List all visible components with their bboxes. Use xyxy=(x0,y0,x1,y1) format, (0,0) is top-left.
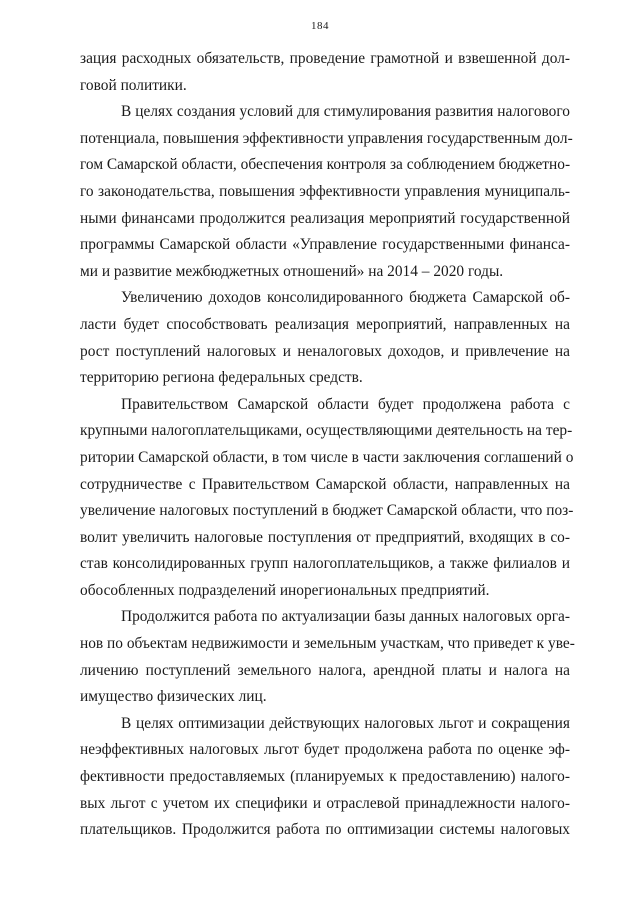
page-number: 184 xyxy=(311,20,329,32)
text-line: потенциала, повышения эффективности управления государственным дол- xyxy=(80,129,573,147)
text-line: ласти будет способствовать реализация мероприятий, направленных на xyxy=(80,315,570,333)
text-line: территорию региона федеральных средств. xyxy=(80,369,363,387)
text-line: В целях оптимизации действующих налоговых льгот и сокращения xyxy=(121,714,570,732)
paragraph xyxy=(80,604,575,710)
text-line: ритории Самарской области, в том числе в части заключения соглашений о xyxy=(80,448,574,466)
text-line: В целях создания условий для стимулирования развития налогового xyxy=(121,103,570,121)
text-line: неэффективных налоговых льгот будет продолжена работа по оценке эф- xyxy=(80,741,570,759)
text-line: зация расходных обязательств, проведение грамотной и взвешенной дол- xyxy=(80,50,570,67)
body-text xyxy=(80,46,575,844)
text-line: ми и развитие межбюджетных отношений» на 2014 – 2020 годы. xyxy=(80,262,504,280)
text-line: программы Самарской области «Управление государственными финанса- xyxy=(80,236,570,254)
text-line: обособленных подразделений инорегиональных предприятий. xyxy=(80,581,490,599)
text-line: имущество физических лиц. xyxy=(80,688,267,706)
text-line: фективности предоставляемых (планируемых к предоставлению) налого- xyxy=(80,768,570,786)
text-line: увеличение налоговых поступлений в бюджет Самарской области, что поз- xyxy=(80,502,574,520)
paragraph xyxy=(80,285,570,391)
text-line: го законодательства, повышения эффективности управления муниципаль- xyxy=(80,182,570,200)
text-line: волит увеличить налоговые поступления от предприятий, входящих в со- xyxy=(80,528,570,546)
text-line: Продолжится работа по актуализации базы данных налоговых орга- xyxy=(121,608,570,626)
text-line: плательщиков. Продолжится работа по оптимизации системы налоговых xyxy=(80,821,570,839)
text-line: гом Самарской области, обеспечения контроля за соблюдением бюджетно- xyxy=(80,156,571,174)
text-line: сотрудничестве с Правительством Самарской области, направленных на xyxy=(80,475,570,493)
text-line: вых льгот с учетом их специфики и отраслевой принадлежности налого- xyxy=(80,794,570,812)
text-line: говой политики. xyxy=(80,76,187,94)
text-line: крупными налогоплательщиками, осуществляющими деятельность на тер- xyxy=(80,422,573,440)
text-line: став консолидированных групп налогоплательщиков, а также филиалов и xyxy=(80,555,570,573)
text-line: Правительством Самарской области будет продолжена работа с xyxy=(121,395,570,413)
paragraph xyxy=(80,711,570,844)
text-line: рост поступлений налоговых и неналоговых доходов, и привлечение на xyxy=(80,342,570,360)
text-line: Увеличению доходов консолидированного бюджета Самарской об- xyxy=(121,289,570,307)
text-line: ными финансами продолжится реализация мероприятий государственной xyxy=(80,209,570,227)
paragraph xyxy=(80,392,574,605)
text-line: нов по объектам недвижимости и земельным участкам, что приведет к уве- xyxy=(80,635,575,653)
paragraph xyxy=(80,99,573,285)
text-line: личению поступлений земельного налога, арендной платы и налога на xyxy=(80,661,570,679)
paragraph xyxy=(80,46,570,99)
